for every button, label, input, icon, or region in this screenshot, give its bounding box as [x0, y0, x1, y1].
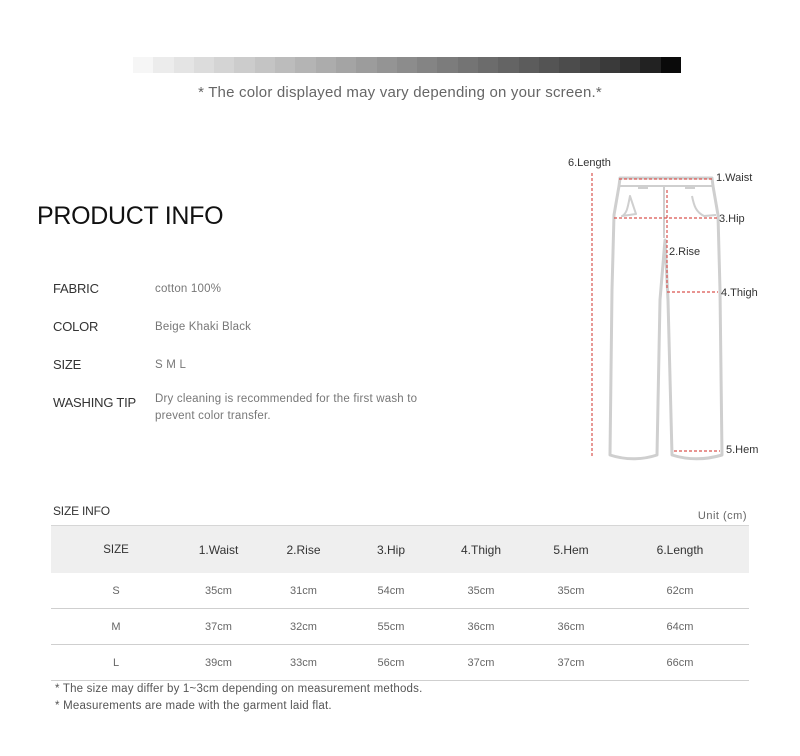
label-hem: 5.Hem [726, 444, 759, 456]
gradient-swatch [478, 57, 498, 73]
gradient-swatch [295, 57, 315, 73]
info-label: COLOR [53, 319, 99, 334]
table-cell: 36cm [531, 609, 611, 645]
header-size: SIZE [51, 526, 181, 574]
table-cell: 37cm [181, 609, 256, 645]
table-cell: 35cm [181, 573, 256, 609]
color-disclaimer: * The color displayed may vary depending on your screen.* [198, 84, 602, 101]
table-cell: 62cm [611, 573, 749, 609]
gradient-swatch [356, 57, 376, 73]
gradient-swatch [194, 57, 214, 73]
gradient-swatch [255, 57, 275, 73]
table-cell: 39cm [181, 645, 256, 681]
gradient-swatch [133, 57, 153, 73]
header-hip: 3.Hip [351, 526, 431, 574]
gradient-swatch [336, 57, 356, 73]
gradient-swatch [174, 57, 194, 73]
gradient-swatch [498, 57, 518, 73]
table-header-row [51, 526, 749, 574]
unit-label: Unit (cm) [697, 510, 747, 522]
gradient-swatch [397, 57, 417, 73]
table-row [51, 645, 749, 681]
footnote-measurement-method: * Measurements are made with the garment laid flat. [55, 700, 332, 712]
table-cell: 33cm [256, 645, 351, 681]
info-label: SIZE [53, 357, 82, 372]
label-thigh: 4.Thigh [721, 287, 758, 299]
header-thigh: 4.Thigh [431, 526, 531, 574]
color-gradient-bar [133, 57, 681, 73]
gradient-swatch [458, 57, 478, 73]
product-info-title: PRODUCT INFO [37, 202, 224, 230]
table-cell: 35cm [531, 573, 611, 609]
label-rise: 2.Rise [669, 246, 701, 258]
gradient-swatch [580, 57, 600, 73]
table-row [51, 609, 749, 645]
gradient-swatch [275, 57, 295, 73]
gradient-swatch [559, 57, 579, 73]
table-cell: 36cm [431, 609, 531, 645]
info-label: FABRIC [53, 281, 99, 296]
gradient-swatch [620, 57, 640, 73]
footnote-size-variance: * The size may differ by 1~3cm depending on measurement methods. [55, 683, 423, 695]
label-length: 6.Length [568, 157, 611, 169]
table-cell: M [51, 609, 181, 645]
gradient-swatch [417, 57, 437, 73]
table-cell: 55cm [351, 609, 431, 645]
table-cell: 37cm [531, 645, 611, 681]
info-value: S M L [155, 359, 187, 371]
gradient-swatch [539, 57, 559, 73]
header-rise: 2.Rise [256, 526, 351, 574]
gradient-swatch [153, 57, 173, 73]
gradient-swatch [640, 57, 660, 73]
table-cell: 32cm [256, 609, 351, 645]
label-waist: 1.Waist [716, 172, 753, 184]
gradient-swatch [661, 57, 681, 73]
header-waist: 1.Waist [181, 526, 256, 574]
gradient-swatch [214, 57, 234, 73]
table-cell: S [51, 573, 181, 609]
gradient-swatch [234, 57, 254, 73]
header-length: 6.Length [611, 526, 749, 574]
table-cell: 37cm [431, 645, 531, 681]
info-value: cotton 100% [155, 283, 222, 295]
gradient-swatch [437, 57, 457, 73]
header-hem: 5.Hem [531, 526, 611, 574]
table-cell: 66cm [611, 645, 749, 681]
pants-outline-icon [610, 178, 722, 459]
table-row [51, 573, 749, 609]
table-cell: 56cm [351, 645, 431, 681]
info-value: Beige Khaki Black [155, 321, 252, 333]
label-hip: 3.Hip [719, 213, 745, 225]
info-label: WASHING TIP [53, 395, 137, 410]
gradient-swatch [600, 57, 620, 73]
gradient-swatch [519, 57, 539, 73]
table-cell: 54cm [351, 573, 431, 609]
table-cell: 35cm [431, 573, 531, 609]
info-value: Dry cleaning is recommended for the first wash to prevent color transfer. [155, 393, 418, 422]
table-cell: L [51, 645, 181, 681]
gradient-swatch [316, 57, 336, 73]
table-cell: 31cm [256, 573, 351, 609]
size-table [51, 525, 749, 681]
size-info-title: SIZE INFO [53, 504, 110, 518]
gradient-swatch [377, 57, 397, 73]
pants-measurement-diagram [560, 150, 800, 470]
table-cell: 64cm [611, 609, 749, 645]
